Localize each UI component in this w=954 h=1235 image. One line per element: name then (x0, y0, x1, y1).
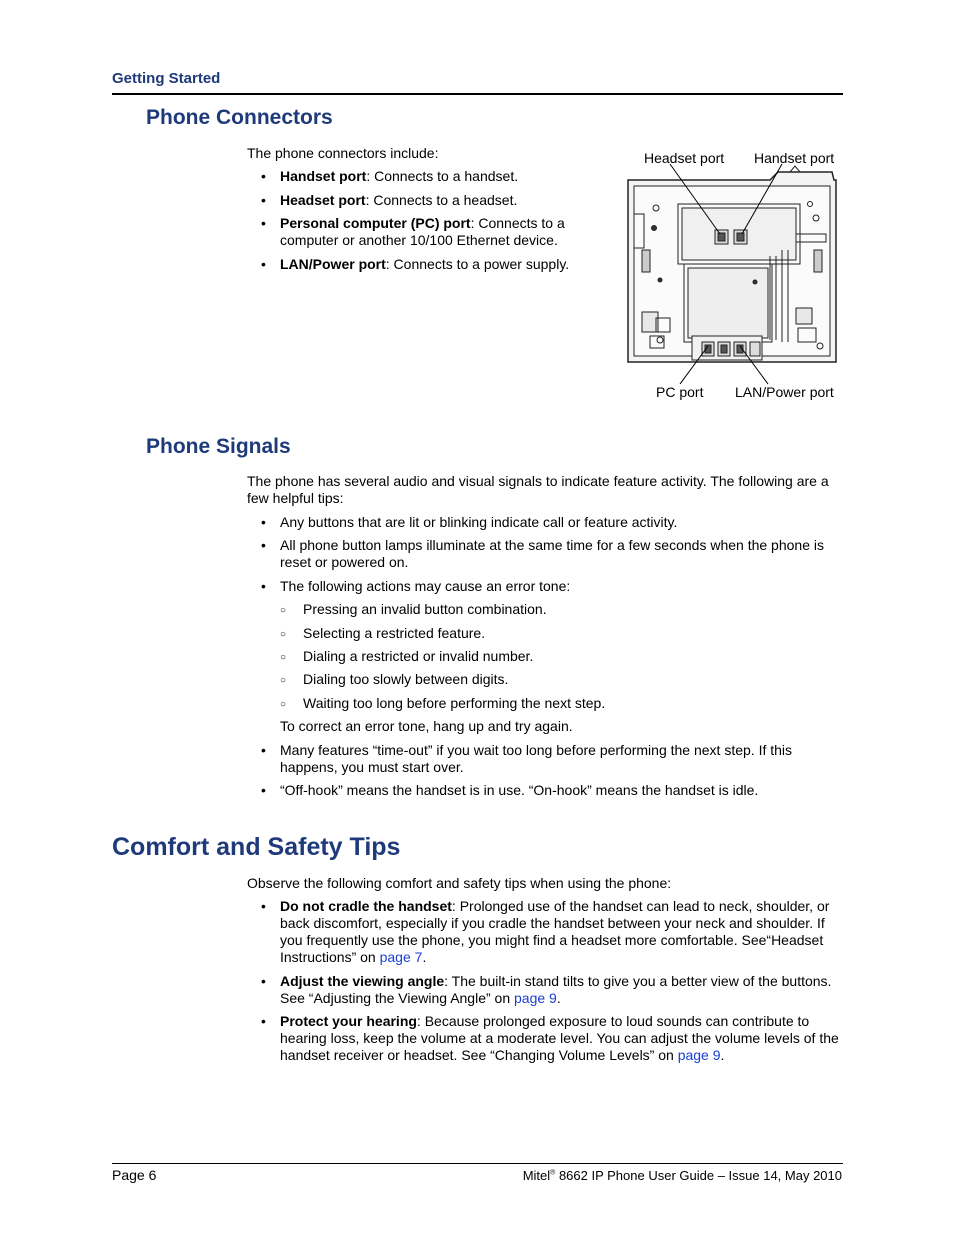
list-item: • Adjust the viewing angle: The built-in stand tilts to give you a better view of the buttons. See “Adjusting the Viewing Angle” on page 9. (247, 973, 843, 1007)
page-9-link[interactable]: page 9 (514, 989, 557, 1006)
comfort-list (247, 898, 843, 1064)
section-title-phone-signals: Phone Signals (146, 435, 291, 458)
list-item: • Headset port: Connects to a headset. (247, 192, 592, 209)
list-item: ○ Dialing too slowly between digits. (280, 671, 843, 688)
header-rule (112, 93, 843, 95)
signals-list (247, 514, 843, 799)
error-tone-lead: • The following actions may cause an error tone: (280, 577, 571, 594)
connectors-list (247, 168, 592, 273)
footer-rule (112, 1163, 843, 1164)
comfort-intro: Observe the following comfort and safety tips when using the phone: (247, 875, 672, 891)
list-item: • Any buttons that are lit or blinking indicate call or feature activity. (247, 514, 843, 531)
list-item: • Many features “time-out” if you wait too long before performing the next step. If this happens, you must start over. (247, 742, 843, 776)
section-title-comfort-safety: Comfort and Safety Tips (112, 833, 401, 861)
error-actions-list (280, 601, 843, 712)
correct-error-note: To correct an error tone, hang up and try again. (280, 718, 573, 735)
connectors-intro: The phone connectors include: (247, 145, 439, 161)
list-item: • Protect your hearing: Because prolonged exposure to loud sounds can contribute to hearing loss, keep the volume at a moderate level. You can adjust the volume levels of the handset receiver or headset. See “Changing Volume Levels” on page 9. (247, 1013, 843, 1064)
page-9-link[interactable]: page 9 (677, 1047, 721, 1063)
footer-guide-title: Mitel® 8662 IP Phone User Guide – Issue 14, May 2010 (522, 1168, 842, 1183)
list-item: • Do not cradle the handset: Prolonged use of the handset can lead to neck, shoulder, or back discomfort, especially if you cradle the handset between your neck and shoulder. If you frequently use the phone, you might find a headset more comfortable. See“Headset Instructions” on page 7. (247, 898, 843, 966)
list-item: ○ Selecting a restricted feature. (280, 625, 843, 642)
label-pc-port: PC port (656, 384, 704, 400)
list-item: ○ Pressing an invalid button combination. (280, 601, 843, 618)
signals-intro: The phone has several audio and visual signals to indicate feature activity. The following are a few helpful tips: (247, 473, 829, 506)
label-lan-power-port: LAN/Power port (735, 384, 834, 400)
list-item: • LAN/Power port: Connects to a power supply. (247, 256, 592, 273)
page-number: Page 6 (112, 1167, 157, 1183)
list-item: • Personal computer (PC) port: Connects to a computer or another 10/100 Ethernet device. (247, 215, 592, 249)
list-item: • “Off-hook” means the handset is in use. “On-hook” means the handset is idle. (247, 782, 843, 799)
list-item: ○ Dialing a restricted or invalid number. (280, 648, 843, 665)
list-item (247, 578, 843, 735)
label-handset-port: Handset port (754, 150, 835, 166)
running-head: Getting Started (112, 70, 221, 87)
list-item: ○ Waiting too long before performing the next step. (280, 695, 843, 712)
list-item: • All phone button lamps illuminate at the same time for a few seconds when the phone is reset or powered on. (247, 537, 843, 571)
page-7-link[interactable]: page 7 (379, 949, 423, 965)
phone-underside-diagram (620, 160, 845, 390)
list-item: • Handset port: Connects to a handset. (247, 168, 592, 185)
label-headset-port: Headset port (644, 150, 725, 166)
section-title-phone-connectors: Phone Connectors (146, 106, 333, 129)
